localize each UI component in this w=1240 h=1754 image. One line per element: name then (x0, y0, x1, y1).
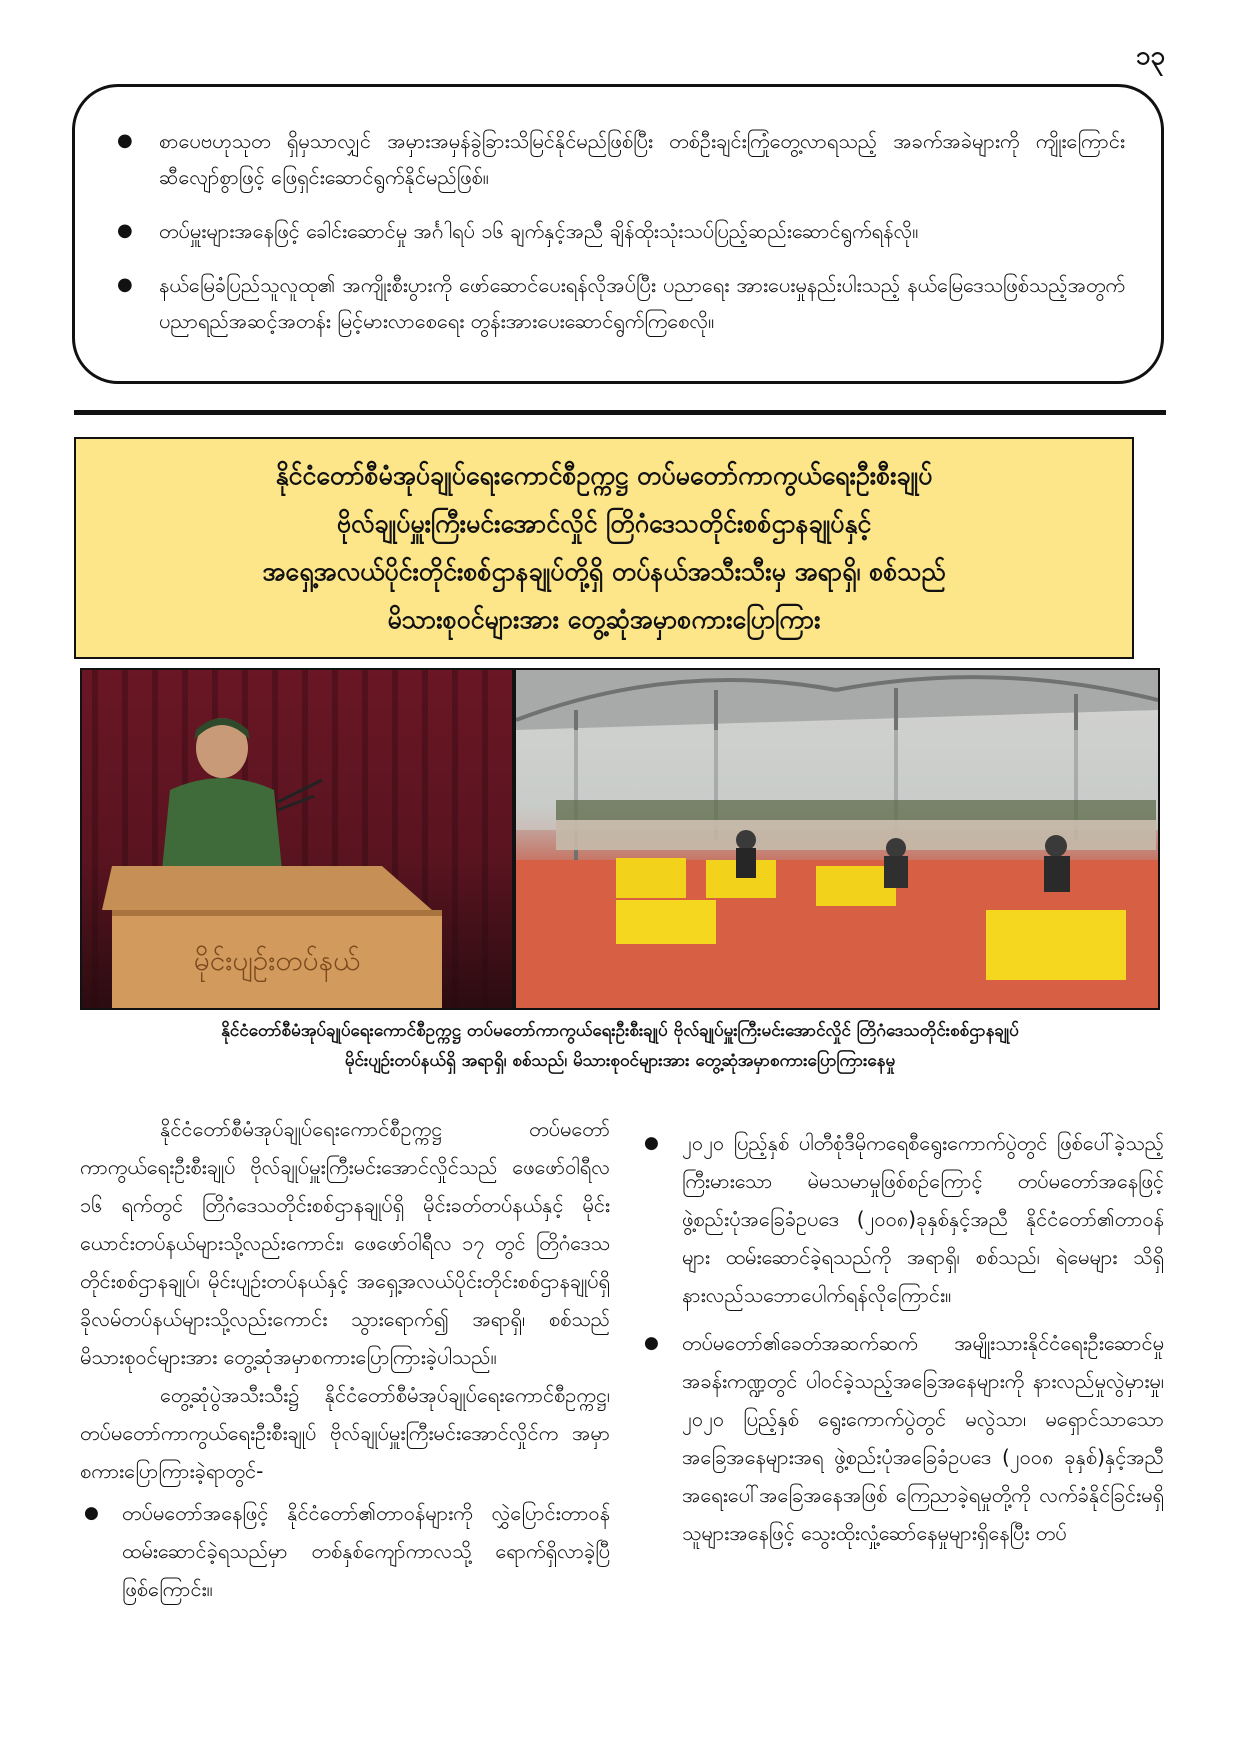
bullet-item: ● တပ်မတော်၏ခေတ်အဆက်ဆက် အမျိုးသားနိုင်ငံရေးဦးဆောင်မှုအခန်းကဏ္ဍတွင် ပါဝင်ခဲ့သည့်အခြေအနေများကို နားလည်မှုလွဲမှားမှု၊ ၂၀၂၀ ပြည့်နှစ် ရွေးကောက်ပွဲတွင် မလွဲသာ၊ မရှောင်သာသောအခြေအနေများအရ ဖွဲ့စည်းပုံအခြေခံဥပဒေ (၂၀၀၈ ခုနှစ်)နှင့်အညီ အရေးပေါ်အခြေအနေအဖြစ် ကြေညာခဲ့ရမှုတို့ကို လက်ခံနိုင်ခြင်းမရှိသူများအနေဖြင့် သွေးထိုးလှုံ့ဆော်နေမှုများရှိနေပြီး တပ် (640, 1324, 1164, 1552)
caption-line: နိုင်ငံတော်စီမံအုပ်ချုပ်ရေးကောင်စီဥက္ကဋ္ဌ တပ်မတော်ကာကွယ်ရေးဦးစီးချုပ် ဗိုလ်ချုပ်မှူးကြီးမင်းအောင်လှိုင် တြိဂံဒေသတိုင်းစစ်ဌာနချုပ် (221, 1021, 1019, 1041)
left-column (80, 1110, 610, 1618)
page-number: ၁၃ (1135, 41, 1165, 71)
photo-caption (80, 1016, 1160, 1076)
summary-item: ● တပ်မှူးများအနေဖြင့် ခေါင်းဆောင်မှု အင်္ဂါရပ် ၁၆ ချက်နှင့်အညီ ချိန်ထိုးသုံးသပ်ပြည့်ဆည်းဆောင်ရွက်ရန်လို။ (111, 213, 1125, 249)
headline-box (74, 437, 1134, 659)
right-column (640, 1124, 1164, 1562)
speaker-photo-illustration (82, 670, 512, 1008)
body-paragraph: တွေ့ဆုံပွဲအသီးသီး၌ နိုင်ငံတော်စီမံအုပ်ချုပ်ရေးကောင်စီဥက္ကဋ္ဌ၊ တပ်မတော်ကာကွယ်ရေးဦးစီးချုပ် ဗိုလ်ချုပ်မှူးကြီးမင်းအောင်လှိုင်က အမှာစကားပြောကြားခဲ့ရာတွင်- (80, 1383, 610, 1483)
summary-item: ● စာပေဗဟုသုတ ရှိမှသာလျှင် အမှားအမှန်ခွဲခြားသိမြင်နိုင်မည်ဖြစ်ပြီး တစ်ဦးချင်းကြုံတွေ့လာရသည့် အခက်အခဲများကို ကျိုးကြောင်းဆီလျော်စွာဖြင့် ဖြေရှင်းဆောင်ရွက်နိုင်မည်ဖြစ်။ (111, 123, 1125, 195)
bullet-item: ● ၂၀၂၀ ပြည့်နှစ် ပါတီစုံဒီမိုကရေစီရွေးကောက်ပွဲတွင် ဖြစ်ပေါ်ခဲ့သည့် ကြီးမားသော မဲမသမာမှုဖြစ်စဉ်ကြောင့် တပ်မတော်အနေဖြင့် ဖွဲ့စည်းပုံအခြေခံဥပဒေ (၂၀၀၈)ခုနှစ်နှင့်အညီ နိုင်ငံတော်၏တာဝန်များ ထမ်းဆောင်ခဲ့ရသည်ကို အရာရှိ၊ စစ်သည်၊ ရဲမေများ သိရှိနားလည်သဘောပေါက်ရန်လိုကြောင်း။ (640, 1124, 1164, 1314)
section-divider (74, 410, 1166, 415)
speaker-photo (82, 670, 512, 1008)
audience-photo (516, 670, 1158, 1008)
headline-line: မိသားစုဝင်များအား တွေ့ဆုံအမှာစကားပြောကြား (387, 605, 821, 634)
headline-line: အရှေ့အလယ်ပိုင်းတိုင်းစစ်ဌာနချုပ်တို့ရှိ တပ်နယ်အသီးသီးမှ အရာရှိ၊ စစ်သည် (262, 557, 946, 586)
headline-line: နိုင်ငံတော်စီမံအုပ်ချုပ်ရေးကောင်စီဥက္ကဋ္ဌ တပ်မတော်ကာကွယ်ရေးဦးစီးချုပ် (275, 461, 933, 490)
left-bullet-list (80, 1494, 610, 1608)
headline-line: ဗိုလ်ချုပ်မှူးကြီးမင်းအောင်လှိုင် တြိဂံဒေသတိုင်းစစ်ဌာနချုပ်နှင့် (336, 509, 872, 538)
summary-item: ● နယ်မြေခံပြည်သူလူထု၏ အကျိုးစီးပွားကို ဖော်ဆောင်ပေးရန်လိုအပ်ပြီး ပညာရေး အားပေးမှုနည်းပါးသည့် နယ်မြေဒေသဖြစ်သည့်အတွက် ပညာရည်အဆင့်အတန်း မြင့်မားလာစေရေး တွန်းအားပေးဆောင်ရွက်ကြစေလို။ (111, 267, 1125, 339)
podium-sign: မိုင်းပျဉ်းတပ်နယ် (193, 944, 361, 977)
caption-line: မိုင်းပျဉ်းတပ်နယ်ရှိ အရာရှိ၊ စစ်သည်၊ မိသားစုဝင်များအား တွေ့ဆုံအမှာစကားပြောကြားနေမှု (344, 1051, 896, 1071)
audience-photo-illustration (516, 670, 1158, 1008)
photo-strip (80, 668, 1160, 1010)
right-bullet-list (640, 1124, 1164, 1552)
body-paragraph: နိုင်ငံတော်စီမံအုပ်ချုပ်ရေးကောင်စီဥက္ကဋ္ဌ တပ်မတော်ကာကွယ်ရေးဦးစီးချုပ် ဗိုလ်ချုပ်မှူးကြီးမင်းအောင်လှိုင်သည် ဖေဖော်ဝါရီလ ၁၆ ရက်တွင် တြိဂံဒေသတိုင်းစစ်ဌာနချုပ်ရှိ မိုင်းခတ်တပ်နယ်နှင့် မိုင်းယောင်းတပ်နယ်များသို့လည်းကောင်း၊ ဖေဖော်ဝါရီလ ၁၇ တွင် တြိဂံဒေသတိုင်းစစ်ဌာနချုပ်၊ မိုင်းပျဉ်းတပ်နယ်နှင့် အရှေ့အလယ်ပိုင်းတိုင်းစစ်ဌာနချုပ်ရှိ ခိုလမ်တပ်နယ်များသို့လည်းကောင်း သွားရောက်၍ အရာရှိ၊ စစ်သည် မိသားစုဝင်များအား တွေ့ဆုံအမှာစကားပြောကြားခဲ့ပါသည်။ (80, 1117, 610, 1369)
summary-list (111, 123, 1125, 339)
bullet-item: ● တပ်မတော်အနေဖြင့် နိုင်ငံတော်၏တာဝန်များကို လွှဲပြောင်းတာဝန်ထမ်းဆောင်ခဲ့ရသည်မှာ တစ်နှစ်ကျော်ကာလသို့ ရောက်ရှိလာခဲ့ပြီဖြစ်ကြောင်း။ (80, 1494, 610, 1608)
summary-box (72, 84, 1164, 384)
